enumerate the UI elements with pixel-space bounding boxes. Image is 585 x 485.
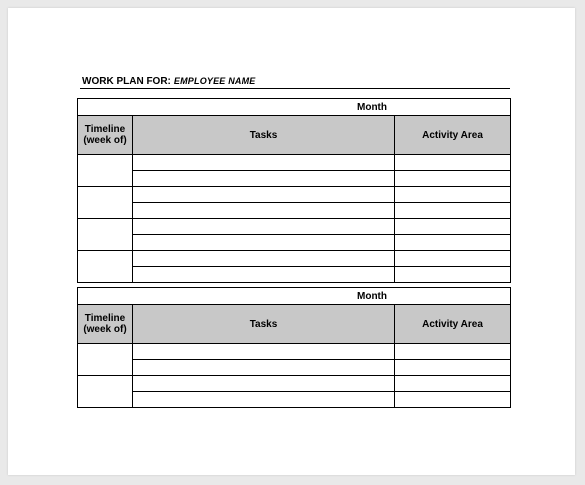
task-cell[interactable] — [133, 392, 395, 408]
timeline-cell[interactable] — [78, 251, 133, 283]
timeline-cell[interactable] — [78, 187, 133, 219]
month-label: Month — [357, 290, 387, 302]
task-cell[interactable] — [133, 219, 395, 235]
work-plan-table-1 — [77, 98, 511, 283]
timeline-header: Timeline (week of) — [78, 305, 133, 344]
timeline-header: Timeline (week of) — [78, 116, 133, 155]
task-cell[interactable] — [133, 235, 395, 251]
column-header-row — [78, 116, 511, 155]
table-row — [78, 251, 511, 267]
timeline-cell[interactable] — [78, 219, 133, 251]
activity-area-header: Activity Area — [395, 305, 511, 344]
month-header — [78, 99, 511, 116]
activity-area-cell[interactable] — [395, 267, 511, 283]
work-plan-title — [82, 76, 256, 87]
task-cell[interactable] — [133, 360, 395, 376]
task-cell[interactable] — [133, 344, 395, 360]
activity-area-cell[interactable] — [395, 360, 511, 376]
table-row — [78, 392, 511, 408]
activity-area-cell[interactable] — [395, 235, 511, 251]
table-row — [78, 203, 511, 219]
activity-area-cell[interactable] — [395, 155, 511, 171]
activity-area-cell[interactable] — [395, 392, 511, 408]
timeline-cell[interactable] — [78, 344, 133, 376]
month-label: Month — [357, 101, 387, 113]
table-row — [78, 155, 511, 171]
table-row — [78, 187, 511, 203]
activity-area-cell[interactable] — [395, 219, 511, 235]
timeline-cell[interactable] — [78, 155, 133, 187]
month-row — [78, 99, 511, 116]
title-underline — [80, 88, 510, 89]
timeline-cell[interactable] — [78, 376, 133, 408]
table-row — [78, 267, 511, 283]
tasks-header: Tasks — [133, 305, 395, 344]
table-row — [78, 344, 511, 360]
task-cell[interactable] — [133, 251, 395, 267]
activity-area-cell[interactable] — [395, 203, 511, 219]
task-cell[interactable] — [133, 187, 395, 203]
table-row — [78, 171, 511, 187]
activity-area-cell[interactable] — [395, 187, 511, 203]
table-row — [78, 219, 511, 235]
activity-area-cell[interactable] — [395, 251, 511, 267]
column-header-row — [78, 305, 511, 344]
month-header — [78, 288, 511, 305]
employee-name-field[interactable]: EMPLOYEE NAME — [173, 76, 256, 86]
activity-area-cell[interactable] — [395, 376, 511, 392]
task-cell[interactable] — [133, 267, 395, 283]
activity-area-cell[interactable] — [395, 171, 511, 187]
activity-area-cell[interactable] — [395, 344, 511, 360]
task-cell[interactable] — [133, 155, 395, 171]
table-row — [78, 376, 511, 392]
table-row — [78, 235, 511, 251]
month-row — [78, 288, 511, 305]
task-cell[interactable] — [133, 203, 395, 219]
activity-area-header: Activity Area — [395, 116, 511, 155]
work-plan-table-2 — [77, 287, 511, 408]
table-row — [78, 360, 511, 376]
task-cell[interactable] — [133, 171, 395, 187]
task-cell[interactable] — [133, 376, 395, 392]
title-label: WORK PLAN FOR: — [82, 76, 171, 87]
tasks-header: Tasks — [133, 116, 395, 155]
